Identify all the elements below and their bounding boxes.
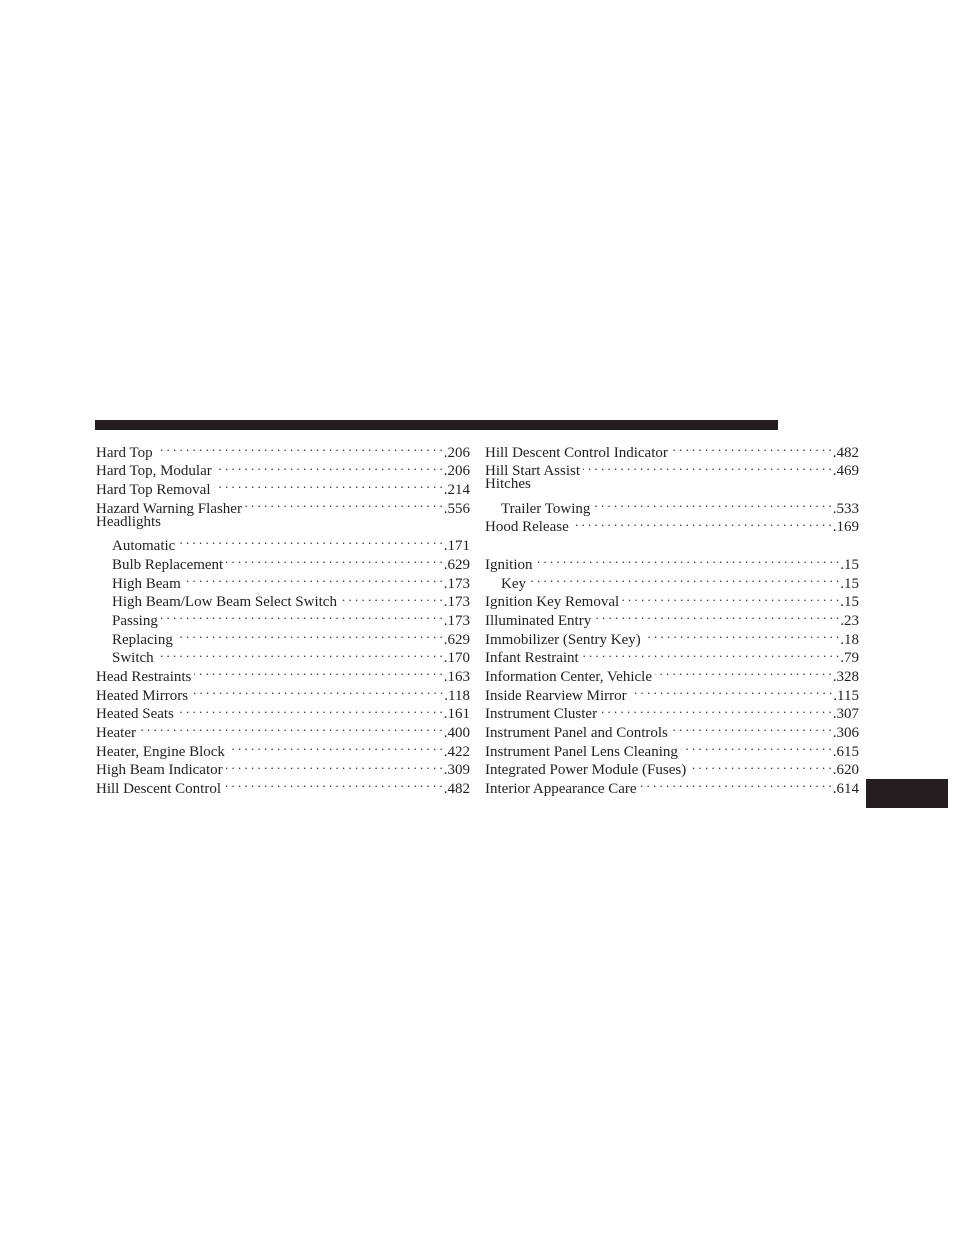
index-subentry (485, 569, 859, 592)
dot-leader (671, 438, 832, 457)
dot-leader (640, 774, 832, 793)
index-entry-page: .482 (443, 781, 470, 798)
index-entry-label: Passing (112, 612, 158, 629)
index-entry-label: Heated Seats (96, 706, 174, 723)
index-entry-page: .328 (832, 668, 859, 685)
index-entry-label: Hill Descent Control (96, 781, 221, 798)
index-entry (485, 438, 859, 461)
index-column-left (96, 438, 470, 798)
dot-leader (245, 494, 443, 513)
index-entry-label: Hard Top (96, 444, 153, 461)
dot-leader (689, 756, 832, 775)
index-entry-label: Trailer Towing (501, 500, 591, 517)
dot-leader (139, 718, 443, 737)
index-entry-label: Infant Restraint (485, 650, 579, 667)
dot-leader (340, 588, 443, 607)
dot-leader (536, 550, 840, 569)
index-entry-label: High Beam Indicator (96, 762, 223, 779)
dot-leader (681, 737, 832, 756)
dot-leader (655, 662, 832, 681)
index-entry-page: .306 (832, 725, 859, 742)
dot-leader (157, 644, 443, 663)
index-entry-page: .533 (832, 500, 859, 517)
index-entry (96, 737, 470, 760)
dot-leader (671, 718, 832, 737)
index-entry-label: Headlights (96, 513, 161, 530)
index-entry-page: .15 (840, 594, 859, 611)
index-entry-label: Hood Release (485, 519, 569, 536)
index-entry (485, 550, 859, 573)
index-entry-page: .118 (444, 687, 470, 704)
index-entry-label: Replacing (112, 631, 173, 648)
dot-leader (214, 475, 443, 494)
index-entry-label: Hitches (485, 476, 531, 493)
index-entry-label: Heated Mirrors (96, 687, 189, 704)
dot-leader (191, 681, 443, 700)
index-entry-label: Information Center, Vehicle (485, 668, 652, 685)
index-entry-page: .79 (840, 650, 859, 667)
index-entry-page: .629 (443, 631, 470, 648)
dot-leader (215, 457, 443, 476)
index-entry-page: .171 (443, 538, 470, 555)
index-entry-page: .482 (832, 444, 859, 461)
index-entry-page: .615 (832, 743, 859, 760)
index-entry-label: Ignition (485, 556, 533, 573)
dot-leader (176, 625, 443, 644)
dot-leader (529, 569, 839, 588)
index-entry-label: High Beam (112, 575, 181, 592)
dot-leader (630, 681, 833, 700)
dot-leader (161, 606, 443, 625)
index-entry-page: .206 (443, 444, 470, 461)
index-entry-page: .15 (840, 575, 859, 592)
dot-leader (593, 494, 831, 513)
index-entry-label: Instrument Panel Lens Cleaning (485, 743, 678, 760)
index-entry-label: Immobilizer (Sentry Key) (485, 631, 641, 648)
index-entry-page: .161 (443, 706, 470, 723)
index-entry-page: .163 (443, 668, 470, 685)
index-entry-page: .15 (840, 556, 859, 573)
dot-leader (156, 438, 443, 457)
index-entry-page: .620 (832, 762, 859, 779)
dot-leader (600, 700, 832, 719)
index-entry-label: Inside Rearview Mirror (485, 687, 627, 704)
dot-leader (226, 550, 443, 569)
dot-leader (583, 457, 832, 476)
dot-leader (572, 513, 832, 532)
index-entry-page: .173 (443, 575, 470, 592)
index-entry-page: .400 (443, 725, 470, 742)
index-entry-label: Instrument Panel and Controls (485, 725, 668, 742)
index-entry-page: .614 (832, 781, 859, 798)
index-entry-label: Heater (96, 725, 136, 742)
index-entry (485, 588, 859, 611)
dot-leader (184, 569, 443, 588)
index-entry-label: Instrument Cluster (485, 706, 598, 723)
dot-leader (622, 588, 839, 607)
index-entry-label: Illuminated Entry (485, 612, 592, 629)
index-entry (96, 513, 470, 532)
index-entry-label: Hard Top Removal (96, 482, 211, 499)
index-subentry (96, 531, 470, 555)
index-entry-page: .309 (443, 762, 470, 779)
index-entry-label: Bulb Replacement (112, 556, 224, 573)
header-rule (95, 420, 778, 430)
index-entry (96, 718, 470, 742)
index-entry-page: .469 (832, 463, 859, 480)
index-entry-page: .173 (443, 594, 470, 611)
index-entry-page: .629 (443, 556, 470, 573)
dot-leader (226, 756, 443, 775)
index-entry-page: .115 (833, 687, 859, 704)
index-entry-label: Heater, Engine Block (96, 743, 225, 760)
dot-leader (228, 737, 443, 756)
dot-leader (224, 774, 443, 793)
index-entry-label: Automatic (112, 538, 176, 555)
index-entry-page: .556 (443, 500, 470, 517)
index-column-right (485, 438, 859, 798)
index-entry-label: Ignition Key Removal (485, 594, 620, 611)
index-entry-label: Key (501, 575, 526, 592)
dot-leader (582, 644, 840, 663)
index-entry-page: .169 (832, 519, 859, 536)
dot-leader (594, 606, 839, 625)
index-entry-page: .422 (443, 743, 470, 760)
index-entry-label: Hill Descent Control Indicator (485, 444, 668, 461)
index-entry-page: .214 (443, 482, 470, 499)
index-entry-page: .170 (443, 650, 470, 667)
index-entry-page: .206 (443, 463, 470, 480)
index-entry-label: Hill Start Assist (485, 463, 581, 480)
index-entry-page: .23 (840, 612, 859, 629)
dot-leader (177, 700, 443, 719)
index-subentry (485, 494, 859, 517)
index-entry-label: Hazard Warning Flasher (96, 500, 242, 517)
index-entry-page: .307 (832, 706, 859, 723)
index-entry-page: .18 (840, 631, 859, 648)
section-thumb-tab (866, 779, 948, 808)
dot-leader (178, 531, 442, 550)
dot-leader (194, 662, 442, 681)
index-entry-label: Interior Appearance Care (485, 781, 637, 798)
index-entry-label: Head Restraints (96, 668, 192, 685)
index-entry-label: Switch (112, 650, 154, 667)
index-entry-label: Hard Top, Modular (96, 463, 212, 480)
index-entry (96, 438, 470, 461)
index-entry-label: High Beam/Low Beam Select Switch (112, 594, 337, 611)
index-entry-label: Integrated Power Module (Fuses) (485, 762, 687, 779)
dot-leader (644, 625, 839, 644)
index-entry-page: .173 (443, 612, 470, 629)
